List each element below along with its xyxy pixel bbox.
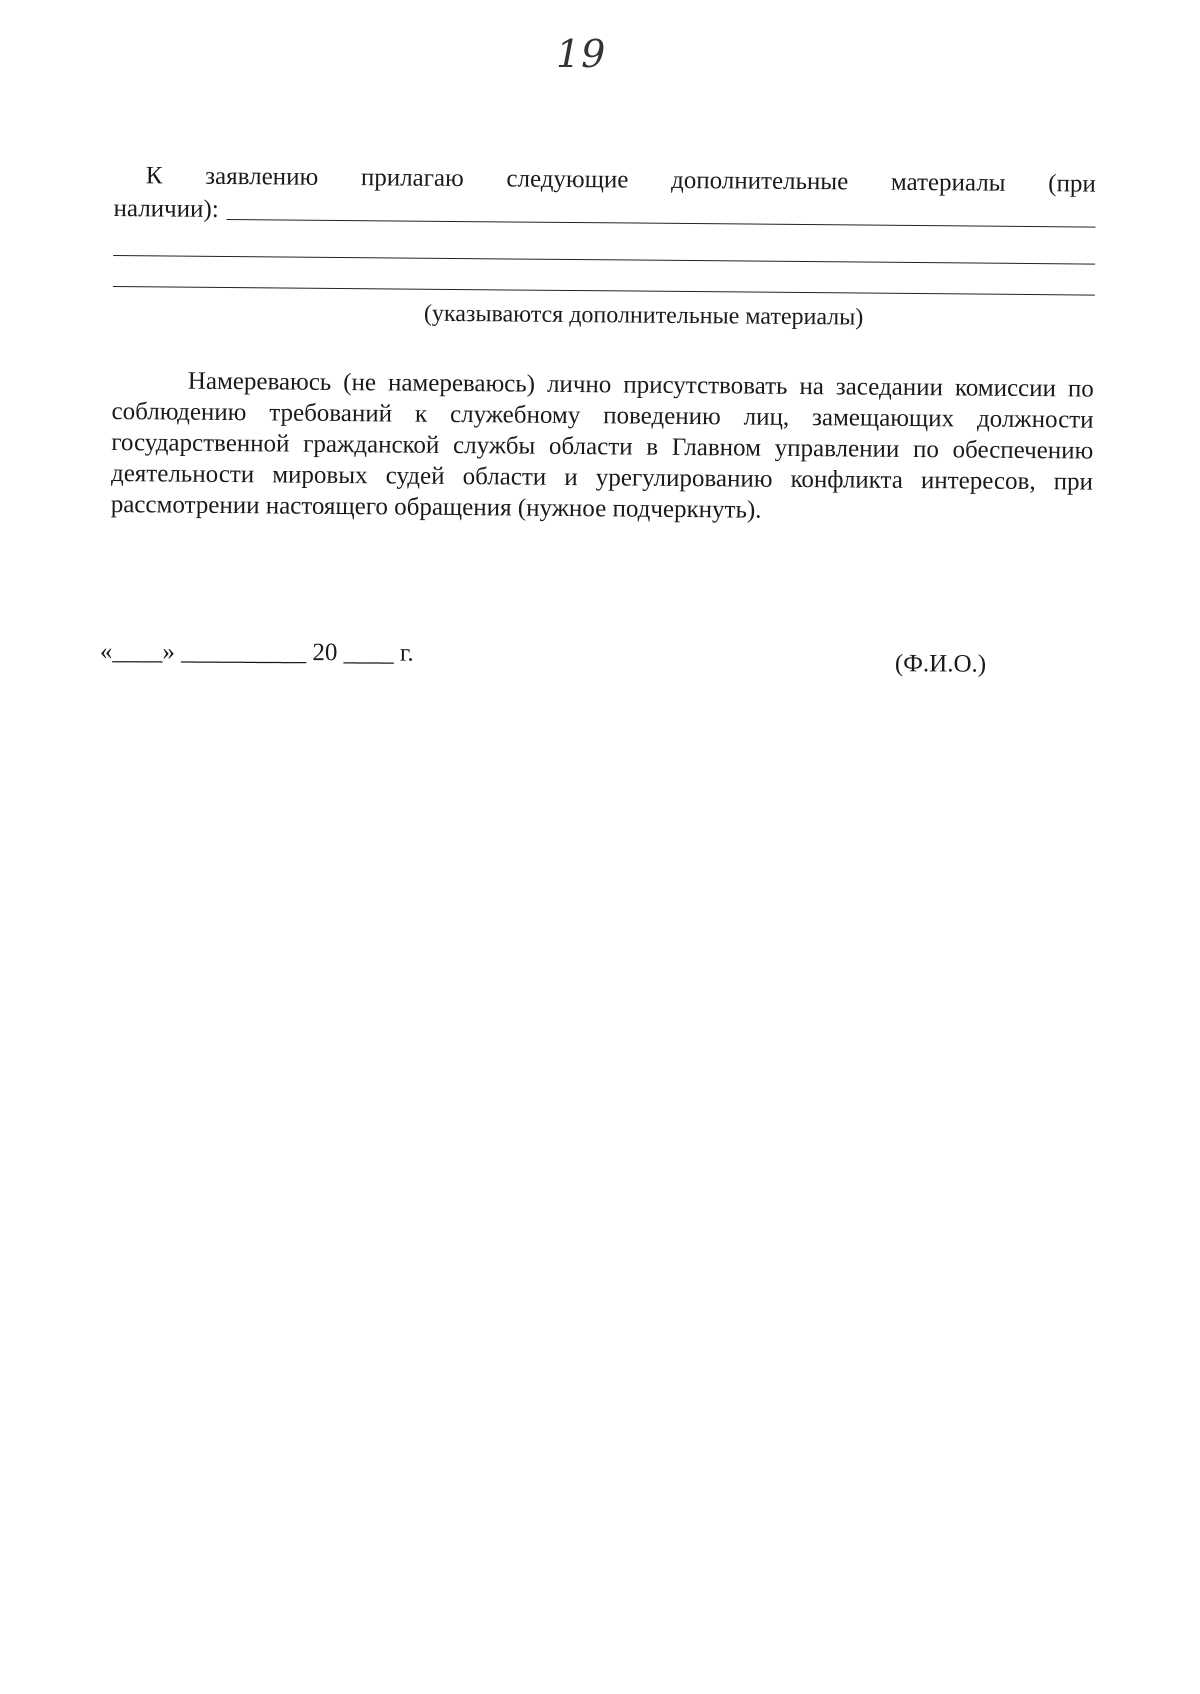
attachments-section — [113, 160, 1096, 336]
signature-row — [99, 638, 1020, 678]
date-field[interactable]: «____» __________ 20 ____ г. — [99, 638, 414, 667]
intent-paragraph: Намереваюсь (не намереваюсь) лично присутствовать на заседании комиссии по соблюдению требований к служебному поведению лиц, замещающих должности государственной гражданской службы области в Главном управлении по обеспечению деятельности мировых судей области и урегулированию конфликта интересов, при рассмотрении настоящего обращения (нужное подчеркнуть). — [110, 367, 1094, 524]
attachments-intro-line: К заявлению прилагаю следующие дополнительные материалы (при — [145, 162, 1096, 198]
handwritten-page-number: 19 — [556, 32, 607, 76]
attachments-prefix: наличии): — [113, 194, 219, 223]
fio-label: (Ф.И.О.) — [894, 650, 987, 678]
attachments-caption: (указываются дополнительные материалы) — [423, 300, 864, 331]
